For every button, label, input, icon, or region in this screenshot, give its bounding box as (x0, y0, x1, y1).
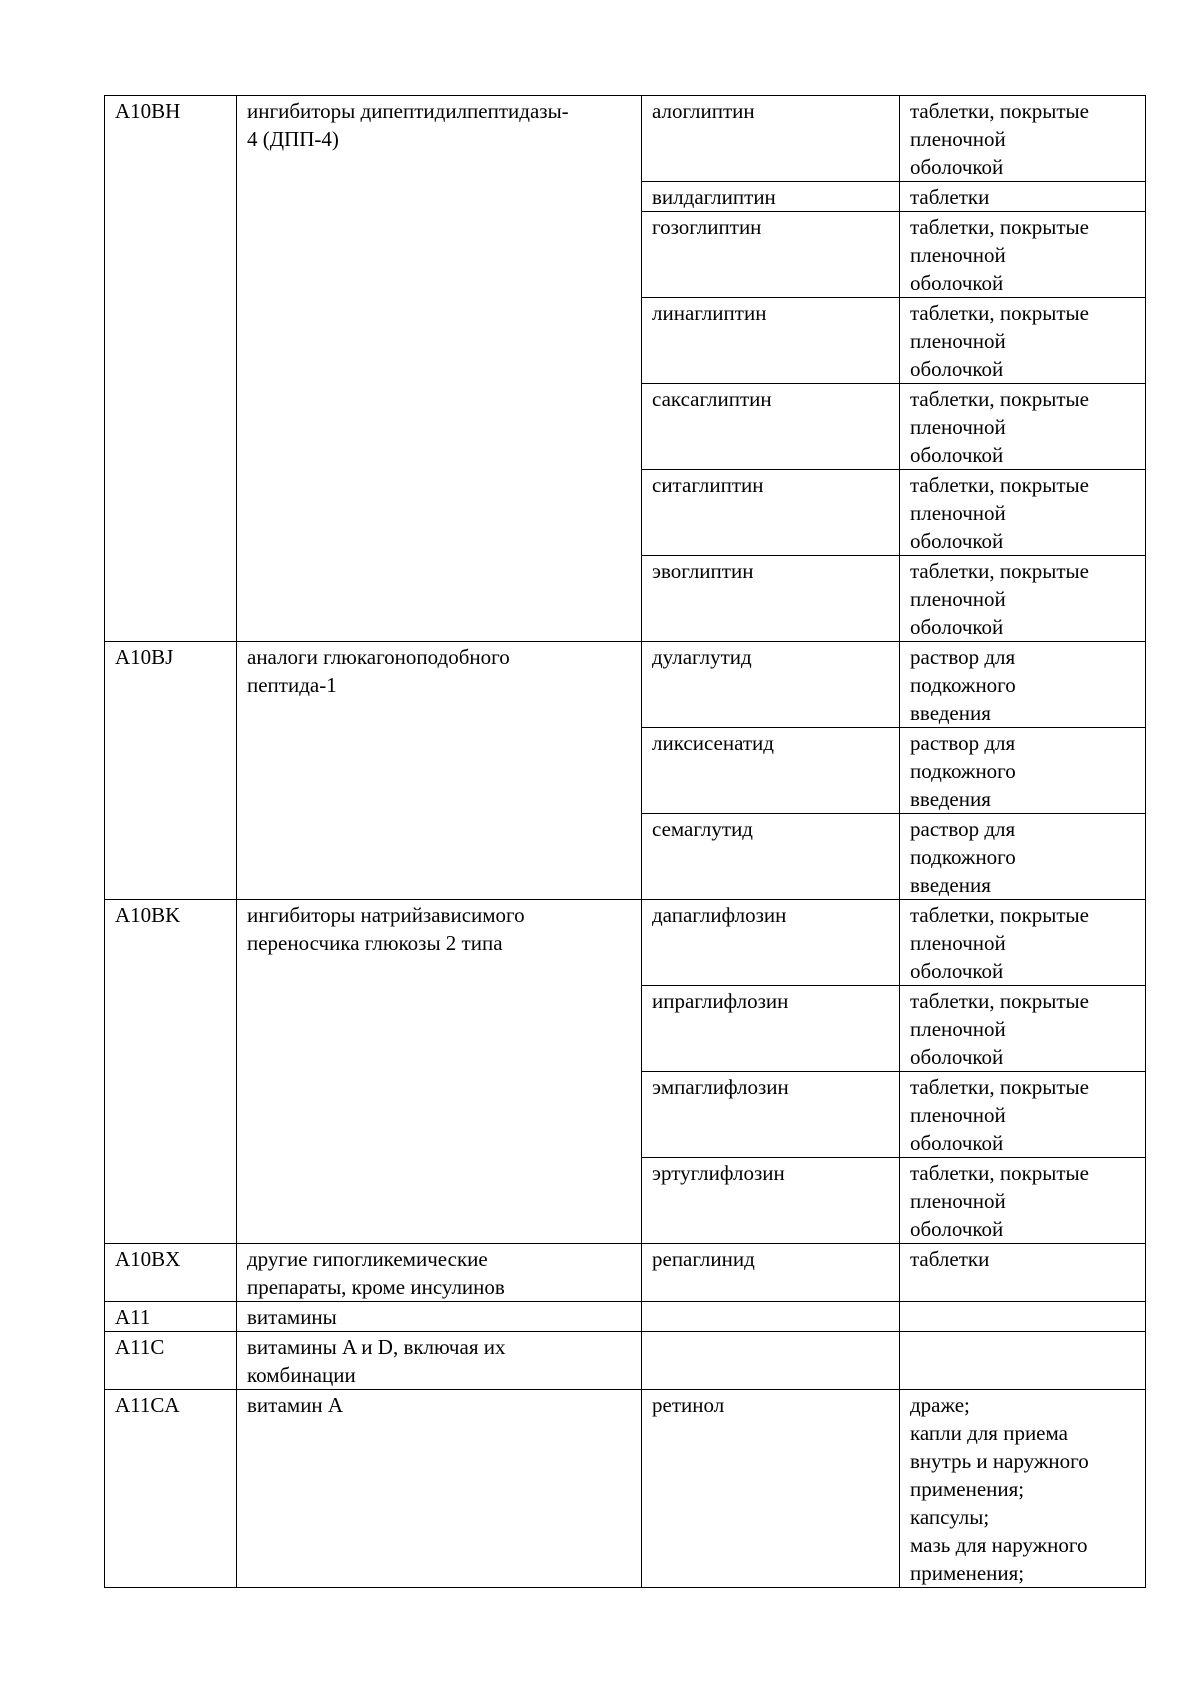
drug-name-cell (642, 1302, 900, 1332)
table-row (105, 96, 1146, 182)
drug-name-cell: дапаглифлозин (642, 900, 900, 986)
atc-code-cell: A11C (105, 1332, 237, 1390)
drug-name-cell: линаглиптин (642, 298, 900, 384)
atc-code-cell: A10BH (105, 96, 237, 642)
drug-name-cell: дулаглутид (642, 642, 900, 728)
dosage-form-cell (900, 1302, 1146, 1332)
dosage-form-cell: таблетки, покрытые пленочной оболочкой (900, 986, 1146, 1072)
table-row (105, 642, 1146, 728)
drug-name-cell: вилдаглиптин (642, 182, 900, 212)
dosage-form-cell: таблетки (900, 182, 1146, 212)
group-name-cell: другие гипогликемические препараты, кроме инсулинов (237, 1244, 642, 1302)
drug-table (104, 95, 1146, 1588)
dosage-form-cell: таблетки, покрытые пленочной оболочкой (900, 470, 1146, 556)
table-row (105, 900, 1146, 986)
drug-name-cell: ретинол (642, 1390, 900, 1588)
group-name-cell: ингибиторы дипептидилпептидазы- 4 (ДПП-4) (237, 96, 642, 642)
table-row (105, 1390, 1146, 1588)
dosage-form-cell: таблетки, покрытые пленочной оболочкой (900, 298, 1146, 384)
dosage-form-cell: таблетки (900, 1244, 1146, 1302)
atc-code-cell: A10BJ (105, 642, 237, 900)
group-name-cell: витамины (237, 1302, 642, 1332)
dosage-form-cell: раствор для подкожного введения (900, 642, 1146, 728)
drug-name-cell: алоглиптин (642, 96, 900, 182)
drug-name-cell: ситаглиптин (642, 470, 900, 556)
dosage-form-cell (900, 1332, 1146, 1390)
dosage-form-cell: таблетки, покрытые пленочной оболочкой (900, 96, 1146, 182)
drug-name-cell: репаглинид (642, 1244, 900, 1302)
table-body (105, 96, 1146, 1588)
dosage-form-cell: таблетки, покрытые пленочной оболочкой (900, 384, 1146, 470)
drug-name-cell: семаглутид (642, 814, 900, 900)
group-name-cell: витамины A и D, включая их комбинации (237, 1332, 642, 1390)
group-name-cell: аналоги глюкагоноподобного пептида-1 (237, 642, 642, 900)
group-name-cell: витамин А (237, 1390, 642, 1588)
dosage-form-cell: таблетки, покрытые пленочной оболочкой (900, 1158, 1146, 1244)
drug-name-cell: саксаглиптин (642, 384, 900, 470)
dosage-form-cell: раствор для подкожного введения (900, 728, 1146, 814)
table-row (105, 1244, 1146, 1302)
atc-code-cell: A10BK (105, 900, 237, 1244)
table-row (105, 1332, 1146, 1390)
drug-name-cell: ликсисенатид (642, 728, 900, 814)
dosage-form-cell: таблетки, покрытые пленочной оболочкой (900, 212, 1146, 298)
drug-name-cell: ипраглифлозин (642, 986, 900, 1072)
drug-name-cell (642, 1332, 900, 1390)
group-name-cell: ингибиторы натрийзависимого переносчика глюкозы 2 типа (237, 900, 642, 1244)
dosage-form-cell: таблетки, покрытые пленочной оболочкой (900, 1072, 1146, 1158)
drug-name-cell: гозоглиптин (642, 212, 900, 298)
drug-name-cell: эвоглиптин (642, 556, 900, 642)
drug-name-cell: эмпаглифлозин (642, 1072, 900, 1158)
atc-code-cell: A10BX (105, 1244, 237, 1302)
drug-name-cell: эртуглифлозин (642, 1158, 900, 1244)
atc-code-cell: A11 (105, 1302, 237, 1332)
dosage-form-cell: таблетки, покрытые пленочной оболочкой (900, 900, 1146, 986)
dosage-form-cell: таблетки, покрытые пленочной оболочкой (900, 556, 1146, 642)
dosage-form-cell: драже; капли для приема внутрь и наружного применения; капсулы; мазь для наружного применения; (900, 1390, 1146, 1588)
atc-code-cell: A11CA (105, 1390, 237, 1588)
dosage-form-cell: раствор для подкожного введения (900, 814, 1146, 900)
table-row (105, 1302, 1146, 1332)
